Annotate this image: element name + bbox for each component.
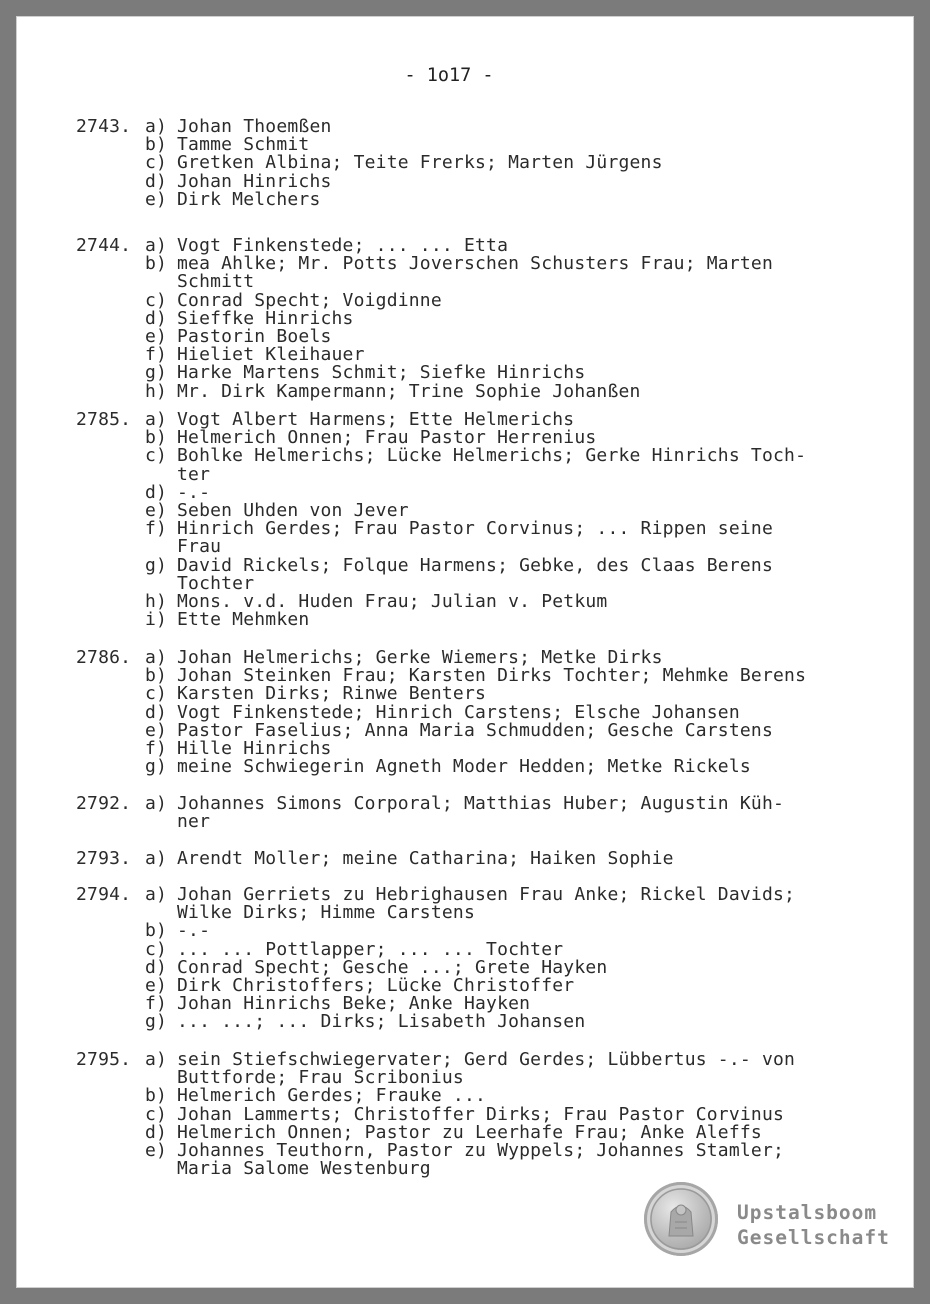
entry-line (16, 364, 914, 382)
item-text: ... ...; ... Dirks; Lisabeth Johansen (177, 1011, 586, 1033)
item-letter: e) (145, 719, 168, 741)
item-text: -.- (177, 920, 211, 942)
item-text: Helmerich Onnen; Pastor zu Leerhafe Frau; Anke Aleffs (177, 1121, 762, 1143)
entry-line (16, 554, 914, 576)
item-letter: a) (145, 409, 168, 430)
item-letter: d) (145, 701, 168, 723)
entry-line (16, 188, 914, 210)
entry-number: 2794. (76, 884, 132, 905)
entry-line (16, 1142, 914, 1160)
item-text: mea Ahlke; Mr. Potts Joverschen Schusters Frau; Marten (177, 253, 773, 275)
item-letter: c) (145, 938, 168, 960)
item-text: Mons. v.d. Huden Frau; Julian v. Petkum (177, 591, 608, 612)
item-letter: d) (145, 307, 168, 329)
item-letter: b) (145, 920, 168, 942)
entry-line (16, 447, 914, 465)
seal-icon (644, 1182, 718, 1256)
entries-list (16, 16, 914, 1288)
item-text: Johan Thoemßen (177, 116, 332, 137)
entry-number: 2785. (76, 409, 132, 430)
item-letter: f) (145, 738, 168, 759)
item-text: Johan Hinrichs (177, 170, 332, 192)
item-letter: g) (145, 554, 168, 576)
item-letter: e) (145, 500, 168, 521)
entry-line (16, 1103, 914, 1125)
item-letter: b) (145, 134, 168, 156)
item-text: Helmerich Gerdes; Frauke ... (177, 1085, 487, 1107)
item-text: Vogt Finkenstede; Hinrich Carstens; Elsche Johansen (177, 701, 740, 723)
item-text: David Rickels; Folque Harmens; Gebke, des Claas Berens (177, 554, 773, 576)
entry-line (16, 685, 914, 703)
item-letter: a) (145, 884, 168, 905)
item-text: -.- (177, 481, 211, 503)
item-text: Wilke Dirks; Himme Carstens (177, 902, 475, 924)
item-letter: g) (145, 1011, 168, 1033)
item-text: Johan Steinken Frau; Karsten Dirks Tochter; Mehmke Berens (177, 665, 807, 687)
entry-line (16, 520, 914, 538)
item-letter: d) (145, 170, 168, 192)
item-letter: b) (145, 427, 168, 449)
entry-line (16, 170, 914, 192)
item-text: meine Schwiegerin Agneth Moder Hedden; Metke Rickels (177, 756, 751, 778)
item-text: Tochter (177, 572, 255, 594)
item-text: ... ... Pottlapper; ... ... Tochter (177, 938, 564, 960)
item-text: Vogt Finkenstede; ... ... Etta (177, 235, 509, 256)
entry-line (16, 1013, 914, 1031)
entry-line (16, 463, 914, 485)
item-text: Conrad Specht; Gesche ...; Grete Hayken (177, 956, 608, 978)
item-letter: c) (145, 152, 168, 174)
item-text: Johan Helmerichs; Gerke Wiemers; Metke Dirks (177, 647, 663, 668)
item-text: Mr. Dirk Kampermann; Trine Sophie Johanßen (177, 380, 641, 402)
item-letter: a) (145, 647, 168, 668)
entry-line (16, 922, 914, 940)
item-letter: b) (145, 665, 168, 687)
item-letter: d) (145, 481, 168, 503)
item-letter: d) (145, 1121, 168, 1143)
item-text: Conrad Specht; Voigdinne (177, 289, 442, 311)
entry-number: 2743. (76, 116, 132, 137)
brand-line-2: Gesellschaft (737, 1226, 890, 1249)
item-text: Harke Martens Schmit; Siefke Hinrichs (177, 362, 586, 384)
logo-seal (644, 1182, 718, 1256)
entry-line (16, 938, 914, 960)
item-text: Seben Uhden von Jever (177, 500, 409, 521)
item-letter: g) (145, 756, 168, 778)
item-text: Gretken Albina; Teite Frerks; Marten Jürgens (177, 152, 663, 174)
item-text: Vogt Albert Harmens; Ette Helmerichs (177, 409, 575, 430)
entry-line (16, 154, 914, 172)
item-text: Helmerich Onnen; Frau Pastor Herrenius (177, 427, 597, 449)
item-text: Tamme Schmit (177, 134, 310, 156)
entry-line (16, 701, 914, 723)
entry-line (16, 850, 914, 868)
entry-number: 2786. (76, 647, 132, 668)
item-letter: g) (145, 362, 168, 384)
entry-number: 2795. (76, 1049, 132, 1070)
item-text: Buttforde; Frau Scribonius (177, 1067, 464, 1089)
brand-line-1: Upstalsboom (737, 1201, 878, 1224)
item-letter: i) (145, 609, 168, 631)
item-text: Hieliet Kleihauer (177, 344, 365, 366)
item-letter: f) (145, 993, 168, 1015)
page-number: - 1o17 - (404, 65, 494, 86)
item-text: Johan Hinrichs Beke; Anke Hayken (177, 993, 531, 1015)
item-letter: a) (145, 1049, 168, 1070)
entry-line (16, 1087, 914, 1105)
item-text: Schmitt (177, 271, 255, 293)
item-text: Sieffke Hinrichs (177, 307, 354, 329)
item-text: Frau (177, 536, 222, 558)
item-letter: d) (145, 956, 168, 978)
item-letter: f) (145, 344, 168, 366)
item-letter: b) (145, 253, 168, 275)
item-text: Ette Mehmken (177, 609, 310, 631)
item-letter: a) (145, 116, 168, 137)
item-text: Johannes Teuthorn, Pastor zu Wyppels; Johannes Stamler; (177, 1140, 785, 1161)
item-letter: c) (145, 445, 168, 467)
entry-line (16, 795, 914, 813)
item-text: Dirk Melchers (177, 188, 321, 210)
item-text: Johan Lammerts; Christoffer Dirks; Frau Pastor Corvinus (177, 1103, 785, 1125)
entry-line (16, 380, 914, 402)
item-text: Hille Hinrichs (177, 738, 332, 759)
item-text: Karsten Dirks; Rinwe Benters (177, 683, 487, 705)
item-letter: e) (145, 1140, 168, 1161)
item-text: Bohlke Helmerichs; Lücke Helmerichs; Gerke Hinrichs Toch- (177, 445, 807, 467)
entry-line (16, 1051, 914, 1069)
entry-line (16, 1160, 914, 1178)
entry-number: 2744. (76, 235, 132, 256)
item-letter: e) (145, 188, 168, 210)
document-page (16, 16, 914, 1288)
entry-line (16, 255, 914, 273)
item-letter: c) (145, 683, 168, 705)
item-text: Pastorin Boels (177, 326, 332, 347)
item-text: Arendt Moller; meine Catharina; Haiken Sophie (177, 848, 674, 869)
item-letter: f) (145, 518, 168, 540)
item-letter: a) (145, 848, 168, 869)
item-letter: e) (145, 975, 168, 996)
brand-name (737, 1200, 890, 1250)
item-text: Johan Gerriets zu Hebrighausen Frau Anke; Rickel Davids; (177, 884, 796, 905)
entry-line (16, 813, 914, 831)
entry-number: 2792. (76, 793, 132, 814)
item-letter: a) (145, 793, 168, 814)
item-letter: c) (145, 1103, 168, 1125)
entry-line (16, 273, 914, 291)
item-text: ner (177, 811, 211, 833)
entry-line (16, 538, 914, 556)
item-letter: c) (145, 289, 168, 311)
entry-number: 2793. (76, 848, 132, 869)
entry-line (16, 611, 914, 629)
item-text: Dirk Christoffers; Lücke Christoffer (177, 975, 575, 996)
item-text: ter (177, 463, 211, 485)
item-letter: e) (145, 326, 168, 347)
item-text: Pastor Faselius; Anna Maria Schmudden; Gesche Carstens (177, 719, 773, 741)
item-letter: h) (145, 591, 168, 612)
item-letter: b) (145, 1085, 168, 1107)
item-text: Johannes Simons Corporal; Matthias Huber; Augustin Küh- (177, 793, 785, 814)
item-letter: a) (145, 235, 168, 256)
item-text: Hinrich Gerdes; Frau Pastor Corvinus; ... Rippen seine (177, 518, 773, 540)
item-text: sein Stiefschwiegervater; Gerd Gerdes; Lübbertus -.- von (177, 1049, 796, 1070)
entry-line (16, 289, 914, 311)
item-text: Maria Salome Westenburg (177, 1158, 431, 1180)
entry-line (16, 758, 914, 776)
item-letter: h) (145, 380, 168, 402)
